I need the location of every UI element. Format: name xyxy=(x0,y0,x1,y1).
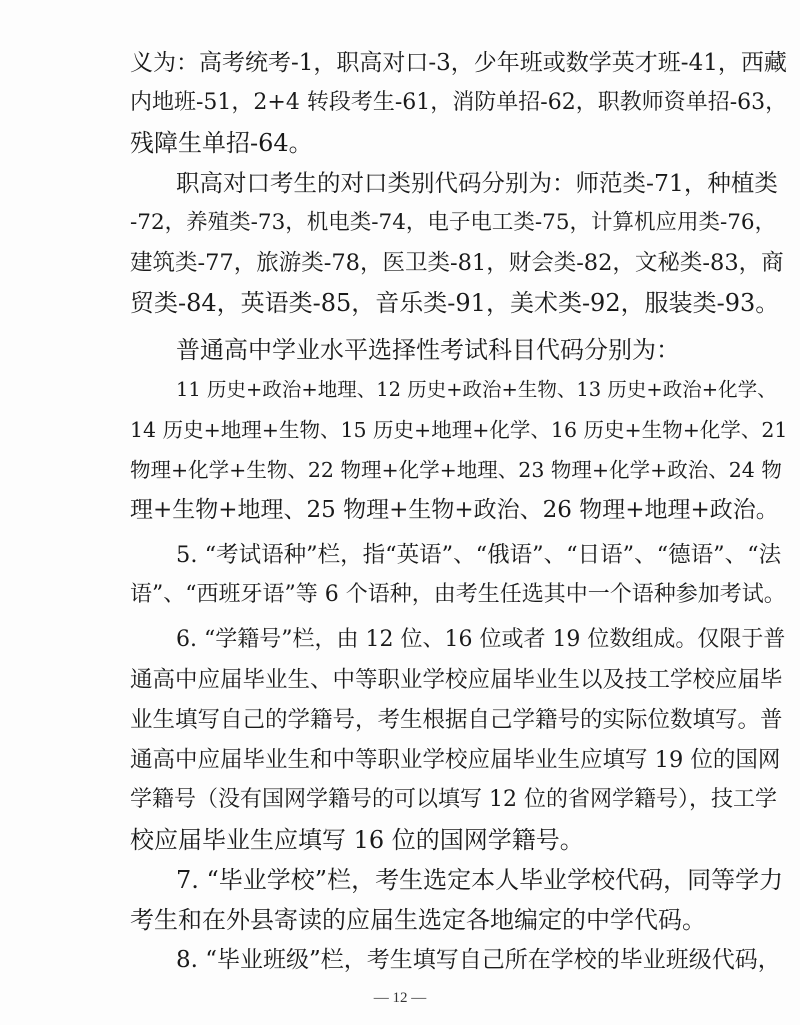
text-line: 建筑类-77，旅游类-78，医卫类-81，财会类-82，文秘类-83，商 xyxy=(130,250,784,276)
text-line: 6. “学籍号”栏，由 12 位、16 位或者 19 位数组成。仅限于普 xyxy=(176,627,786,652)
text-line: 残障生单招-64。 xyxy=(130,129,313,157)
text-line: 物理+化学+生物、22 物理+化学+地理、23 物理+化学+政治、24 物 xyxy=(130,458,782,482)
text-line: 贸类-84，英语类-85，音乐类-91，美术类-92，服装类-93。 xyxy=(130,289,780,317)
text-line: 7. “毕业学校”栏，考生选定本人毕业学校代码，同等学力 xyxy=(176,866,784,894)
page-number: — 12 — xyxy=(373,990,427,1006)
text-line: 理+生物+地理、25 物理+生物+政治、26 物理+地理+政治。 xyxy=(130,497,779,523)
text-line: 校应届毕业生应填写 16 位的国网学籍号。 xyxy=(130,826,584,854)
text-line: 职高对口考生的对口类别代码分别为：师范类-71，种植类 xyxy=(176,169,778,197)
text-line: 8. “毕业班级”栏，考生填写自己所在学校的毕业班级代码， xyxy=(176,947,781,973)
text-line: 普通高中学业水平选择性考试科目代码分别为： xyxy=(176,336,680,364)
text-line: 5. “考试语种”栏，指“英语”、“俄语”、“日语”、“德语”、“法 xyxy=(176,542,782,568)
text-line: 14 历史+地理+生物、15 历史+地理+化学、16 历史+生物+化学、21 xyxy=(130,418,788,442)
text-line: 语”、“西班牙语”等 6 个语种，由考生任选其中一个语种参加考试。 xyxy=(130,582,786,607)
text-line: -72，养殖类-73，机电类-74，电子电工类-75，计算机应用类-76， xyxy=(130,210,777,235)
text-line: 11 历史+政治+地理、12 历史+政治+生物、13 历史+政治+化学、 xyxy=(176,378,777,401)
text-line: 内地班-51，2+4 转段考生-61，消防单招-62，职教师资单招-63， xyxy=(130,90,788,115)
text-line: 考生和在外县寄读的应届生选定各地编定的中学代码。 xyxy=(130,906,706,934)
text-line: 义为：高考统考-1，职高对口-3，少年班或数学英才班-41，西藏 xyxy=(130,50,787,76)
text-line: 通高中应届毕业生和中等职业学校应届毕业生应填写 19 位的国网 xyxy=(130,747,781,773)
text-line: 通高中应届毕业生、中等职业学校应届毕业生以及技工学校应届毕 xyxy=(130,667,783,693)
text-line: 学籍号（没有国网学籍号的可以填写 12 位的省网学籍号），技工学 xyxy=(130,787,777,812)
text-line: 业生填写自己的学籍号，考生根据自己学籍号的实际位数填写。普 xyxy=(130,707,783,733)
